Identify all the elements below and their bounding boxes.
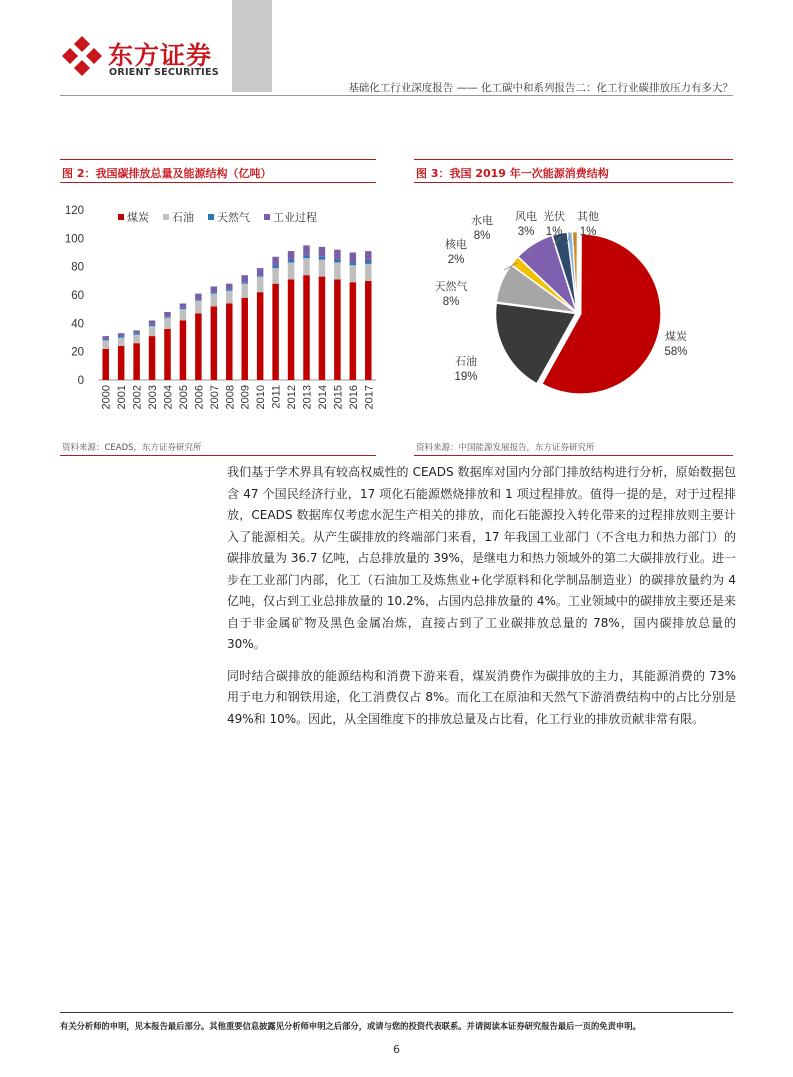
legend-swatch xyxy=(163,214,169,220)
bar-segment xyxy=(303,255,309,258)
bar-segment xyxy=(195,301,201,314)
pie-slice-percent: 8% xyxy=(473,230,491,242)
bar-segment xyxy=(257,277,263,293)
bar-segment xyxy=(164,316,170,317)
bar-segment xyxy=(149,321,155,325)
bar-segment xyxy=(241,282,247,283)
emissions-stacked-bar-chart xyxy=(60,190,380,430)
bar-segment xyxy=(149,325,155,326)
x-tick-label: 2007 xyxy=(208,385,221,410)
pie-slice-name: 石油 xyxy=(455,356,477,368)
footer-disclaimer: 有关分析师的申明，见本报告最后部分。其他重要信息披露见分析师申明之后部分，或请与您的投资代表联系。并请阅读本证券研究报告最后一页的免责申明。 xyxy=(60,1021,641,1031)
bar-segment xyxy=(334,260,340,263)
bar-segment xyxy=(164,312,170,316)
bar-segment xyxy=(180,304,186,308)
bar-segment xyxy=(102,349,108,380)
header-decoration-band xyxy=(232,0,272,92)
figure3-top-rule xyxy=(414,159,733,160)
bar-segment xyxy=(195,313,201,380)
bar-segment xyxy=(133,333,139,334)
report-header-title: 基础化工行业深度报告 —— 化工碳中和系列报告二：化工行业碳排放压力有多大？ xyxy=(348,82,733,94)
bar-segment xyxy=(319,260,325,277)
figure2-title: 图 2：我国碳排放总量及能源结构（亿吨） xyxy=(62,167,272,180)
figure3-source: 资料来源：中国能源发展报告，东方证券研究所 xyxy=(416,443,595,453)
bar-segment xyxy=(102,340,108,349)
bar-segment xyxy=(133,335,139,344)
body-paragraph-2: 同时结合碳排放的能源结构和消费下游来看，煤炭消费作为碳排放的主力，其能源消费的 73%用于电力和钢铁用途，化工消费仅占 8%。而化工在原油和天然气下游消费结构中的占比分别是 49%和 10%。因此，从全国维度下的排放总量及占比看，化工行业的排放贡献非常有限。 xyxy=(227,668,736,726)
bar-segment xyxy=(102,339,108,340)
figure2-source: 资料来源：CEADS，东方证券研究所 xyxy=(62,443,202,453)
figure3-title-rule xyxy=(414,182,733,183)
footer-divider xyxy=(60,1012,733,1013)
x-tick-label: 2010 xyxy=(255,385,268,410)
pie-slice-name: 水电 xyxy=(471,215,493,227)
bar-segment xyxy=(164,329,170,380)
y-tick-label: 80 xyxy=(71,261,84,274)
y-tick-label: 100 xyxy=(64,233,84,246)
figure2-top-rule xyxy=(60,159,376,160)
legend-label: 天然气 xyxy=(217,212,250,224)
bar-segment xyxy=(288,251,294,259)
bar-segment xyxy=(241,298,247,380)
bar-segment xyxy=(319,277,325,380)
bar-segment xyxy=(257,275,263,276)
bar-segment xyxy=(350,262,356,265)
bar-segment xyxy=(272,268,278,284)
bar-segment xyxy=(133,343,139,380)
bar-segment xyxy=(211,287,217,293)
bar-segment xyxy=(226,284,232,290)
logo-chinese-name: 东方证券 xyxy=(108,41,213,70)
x-tick-label: 2015 xyxy=(332,385,345,410)
legend-swatch xyxy=(208,214,214,220)
energy-consumption-pie-chart xyxy=(414,190,734,430)
header-divider xyxy=(60,95,733,96)
x-tick-label: 2005 xyxy=(177,385,190,410)
bar-segment xyxy=(257,292,263,380)
pie-slice-name: 风电 xyxy=(515,211,537,223)
figure2-bottom-rule xyxy=(60,455,376,456)
body-text xyxy=(227,462,736,740)
x-tick-label: 2008 xyxy=(224,385,237,410)
figure3-title: 图 3：我国 2019 年一次能源消费结构 xyxy=(416,167,609,180)
bar-segment xyxy=(195,294,201,300)
figure3-bottom-rule xyxy=(414,455,733,456)
y-tick-label: 0 xyxy=(77,375,84,387)
x-tick-label: 2002 xyxy=(131,385,144,410)
y-tick-label: 120 xyxy=(64,205,84,217)
pie-slice-name: 煤炭 xyxy=(665,331,687,343)
pie-slice-name: 光伏 xyxy=(543,211,565,223)
x-tick-label: 2009 xyxy=(239,385,252,410)
bar-segment xyxy=(272,284,278,380)
legend-label: 工业过程 xyxy=(273,212,317,224)
pie-slice-percent: 3% xyxy=(517,226,535,238)
bar-segment xyxy=(257,268,263,275)
bar-segment xyxy=(365,281,371,380)
y-tick-label: 40 xyxy=(71,318,84,331)
bar-segment xyxy=(241,275,247,282)
bar-segment xyxy=(303,275,309,380)
x-tick-label: 2006 xyxy=(193,385,206,410)
bar-segment xyxy=(226,304,232,381)
x-tick-label: 2011 xyxy=(270,385,283,409)
bar-segment xyxy=(118,333,124,336)
bar-segment xyxy=(118,338,124,347)
bar-segment xyxy=(365,251,371,261)
bar-segment xyxy=(164,318,170,329)
bar-segment xyxy=(319,247,325,257)
bar-segment xyxy=(350,253,356,263)
pie-slice-percent: 8% xyxy=(442,296,460,308)
bar-segment xyxy=(303,258,309,275)
bar-segment xyxy=(118,336,124,337)
bar-segment xyxy=(211,306,217,380)
bar-segment xyxy=(149,336,155,380)
y-tick-label: 60 xyxy=(71,290,84,302)
pie-slice-name: 核电 xyxy=(445,239,467,251)
bar-segment xyxy=(303,245,309,255)
bar-segment xyxy=(319,257,325,260)
pie-slice-percent: 1% xyxy=(579,226,597,238)
bar-segment xyxy=(149,326,155,336)
x-tick-label: 2013 xyxy=(301,385,314,410)
bar-segment xyxy=(288,260,294,263)
bar-segment xyxy=(195,299,201,300)
bar-segment xyxy=(133,330,139,333)
legend-label: 煤炭 xyxy=(127,212,149,224)
bar-segment xyxy=(350,282,356,380)
bar-segment xyxy=(288,262,294,279)
pie-slice-percent: 58% xyxy=(664,346,688,358)
bar-segment xyxy=(272,257,278,266)
x-tick-label: 2016 xyxy=(347,385,360,410)
figure2-title-rule xyxy=(60,182,376,183)
bar-segment xyxy=(365,261,371,264)
body-paragraph-1: 我们基于学术界具有较高权威性的 CEADS 数据库对国内分部门排放结构进行分析，原始数据包含 47 个国民经济行业，17 项化石能源燃烧排放和 1 项过程排放。值得一提的是，对于过程排放，CEADS 数据库仅考虑水泥生产相关的排放，而化石能源投入转化带来的过程排放则主要计入了能源相关。从产生碳排放的终端部门来看，17 年我国工业部门（不含电力和热力部门）的碳排放量为 36.7 亿吨，占总排放量的 39%，是继电力和热力领域外的第二大碳排放行业。进一步在工业部门内部，化工（石油加工及炼焦业+化学原料和化学制品制造业）的碳排放量约为 4 亿吨，仅占到工业总排放量的 10.2%，占国内总排放量的 4%。工业领域中的碳排放主要还是来自于非金属矿物及黑色金属冶炼，直接占到了工业碳排放总量的 78%，国内碳排放总量的 30%。 xyxy=(227,465,736,651)
pie-slice-name: 其他 xyxy=(577,211,599,223)
pie-slice-percent: 19% xyxy=(454,371,478,383)
y-tick-label: 20 xyxy=(71,346,84,359)
x-tick-label: 2003 xyxy=(147,385,160,410)
pie-slice-name: 天然气 xyxy=(434,281,468,293)
logo-english-name: ORIENT SECURITIES xyxy=(109,67,219,78)
pie-slice-percent: 1% xyxy=(545,226,563,238)
bar-segment xyxy=(102,336,108,339)
orient-securities-logo-icon xyxy=(60,34,104,78)
bar-segment xyxy=(226,289,232,290)
bar-segment xyxy=(334,279,340,380)
bar-segment xyxy=(334,262,340,279)
bar-segment xyxy=(288,279,294,380)
bar-segment xyxy=(226,291,232,304)
bar-segment xyxy=(334,250,340,260)
x-tick-label: 2004 xyxy=(162,385,175,410)
bar-segment xyxy=(180,321,186,381)
x-tick-label: 2000 xyxy=(100,385,113,410)
x-tick-label: 2001 xyxy=(116,385,129,410)
bar-segment xyxy=(180,308,186,309)
legend-swatch xyxy=(264,214,270,220)
bar-segment xyxy=(118,346,124,380)
bar-segment xyxy=(350,265,356,282)
page-number: 6 xyxy=(393,1043,400,1056)
legend-swatch xyxy=(118,214,124,220)
x-tick-label: 2012 xyxy=(286,385,299,410)
bar-segment xyxy=(272,265,278,268)
bar-segment xyxy=(180,309,186,320)
x-tick-label: 2014 xyxy=(316,385,329,410)
bar-segment xyxy=(211,294,217,307)
bar-segment xyxy=(365,264,371,281)
x-tick-label: 2017 xyxy=(363,385,376,410)
bar-segment xyxy=(211,292,217,293)
pie-slice-percent: 2% xyxy=(447,254,465,266)
legend-label: 石油 xyxy=(172,212,194,224)
bar-segment xyxy=(241,284,247,298)
